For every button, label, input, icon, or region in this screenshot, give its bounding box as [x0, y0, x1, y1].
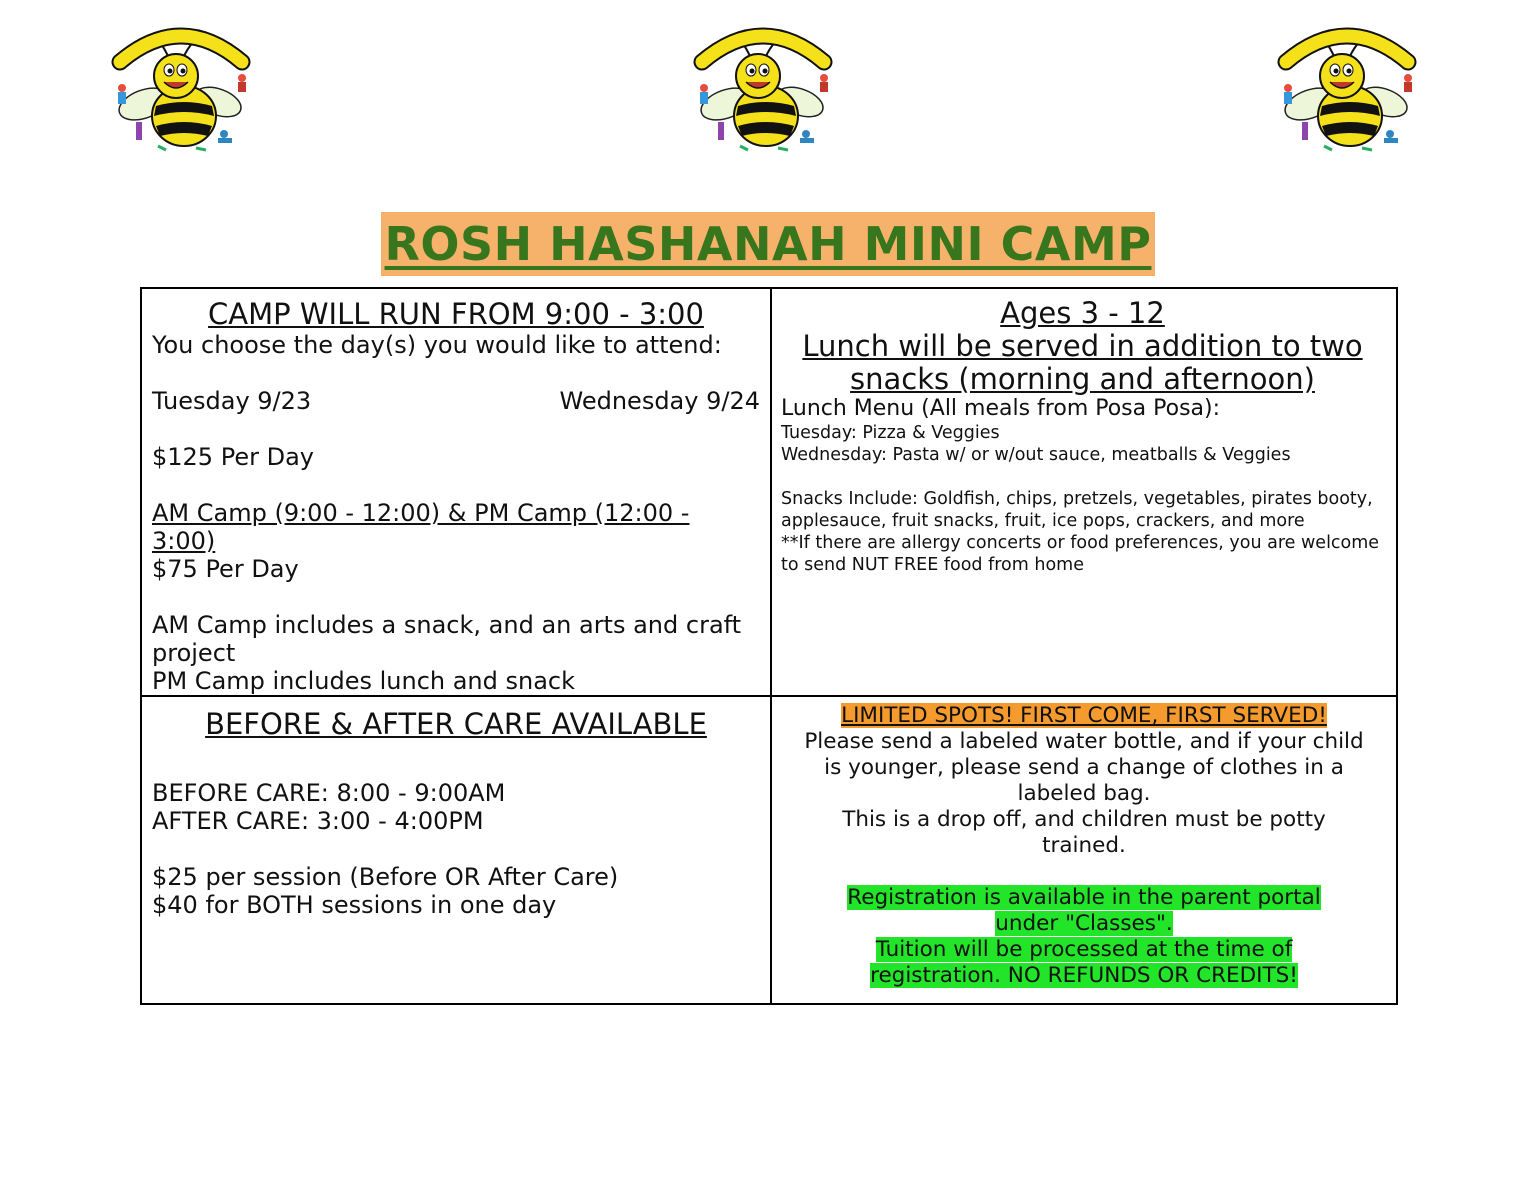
limited-spots-banner: LIMITED SPOTS! FIRST COME, FIRST SERVED!	[841, 703, 1327, 728]
price-both-sessions: $40 for BOTH sessions in one day	[152, 891, 557, 919]
dropoff-note: This is a drop off, and children must be potty trained.	[842, 807, 1326, 858]
pm-includes: PM Camp includes lunch and snack	[152, 667, 576, 695]
allergy-text: **If there are allergy concerts or food preferences, you are welcome to send NUT FREE food from home	[781, 533, 1380, 575]
info-grid	[140, 287, 1398, 1005]
registration-note: Registration is available in the parent portal under "Classes".	[847, 885, 1321, 936]
care-heading: BEFORE & AFTER CARE AVAILABLE	[205, 707, 707, 741]
choose-text: You choose the day(s) you would like to attend:	[152, 331, 722, 359]
care-cell	[141, 696, 771, 1004]
tuition-note: Tuition will be processed at the time of registration. NO REFUNDS OR CREDITS!	[870, 937, 1298, 988]
water-bottle-note: Please send a labeled water bottle, and if your child is younger, please send a change of clothes in a labeled bag.	[804, 729, 1364, 806]
title-wrap	[0, 212, 1536, 276]
day-wednesday: Wednesday 9/24	[559, 387, 760, 415]
half-day-heading: AM Camp (9:00 - 12:00) & PM Camp (12:00 - 3:00)	[152, 499, 690, 555]
bee-logo-center	[688, 18, 838, 158]
day-tuesday: Tuesday 9/23	[152, 387, 312, 415]
page-title: ROSH HASHANAH MINI CAMP	[381, 212, 1156, 276]
bee-logo-right	[1272, 18, 1422, 158]
day-options	[152, 387, 760, 415]
after-care: AFTER CARE: 3:00 - 4:00PM	[152, 807, 484, 835]
schedule-cell	[141, 288, 771, 696]
price-single-session: $25 per session (Before OR After Care)	[152, 863, 619, 891]
am-includes: AM Camp includes a snack, and an arts and craft project	[152, 611, 742, 667]
snacks-text: Snacks Include: Goldfish, chips, pretzels, vegetables, pirates booty, applesauce, fruit snacks, fruit, ice pops, crackers, and more	[781, 489, 1373, 531]
price-half-day: $75 Per Day	[152, 555, 299, 583]
menu-tuesday: Tuesday: Pizza & Veggies	[781, 423, 1000, 443]
menu-wednesday: Wednesday: Pasta w/ or w/out sauce, meatballs & Veggies	[781, 445, 1291, 465]
menu-title: Lunch Menu (All meals from Posa Posa):	[781, 396, 1221, 421]
lunch-cell	[771, 288, 1397, 696]
price-full-day: $125 Per Day	[152, 443, 314, 471]
before-care: BEFORE CARE: 8:00 - 9:00AM	[152, 779, 506, 807]
bee-logo-left	[106, 18, 256, 158]
info-cell	[771, 696, 1397, 1004]
ages-heading: Ages 3 - 12	[1000, 296, 1165, 330]
schedule-heading: CAMP WILL RUN FROM 9:00 - 3:00	[208, 297, 704, 331]
lunch-heading: Lunch will be served in addition to two snacks (morning and afternoon)	[802, 329, 1363, 396]
